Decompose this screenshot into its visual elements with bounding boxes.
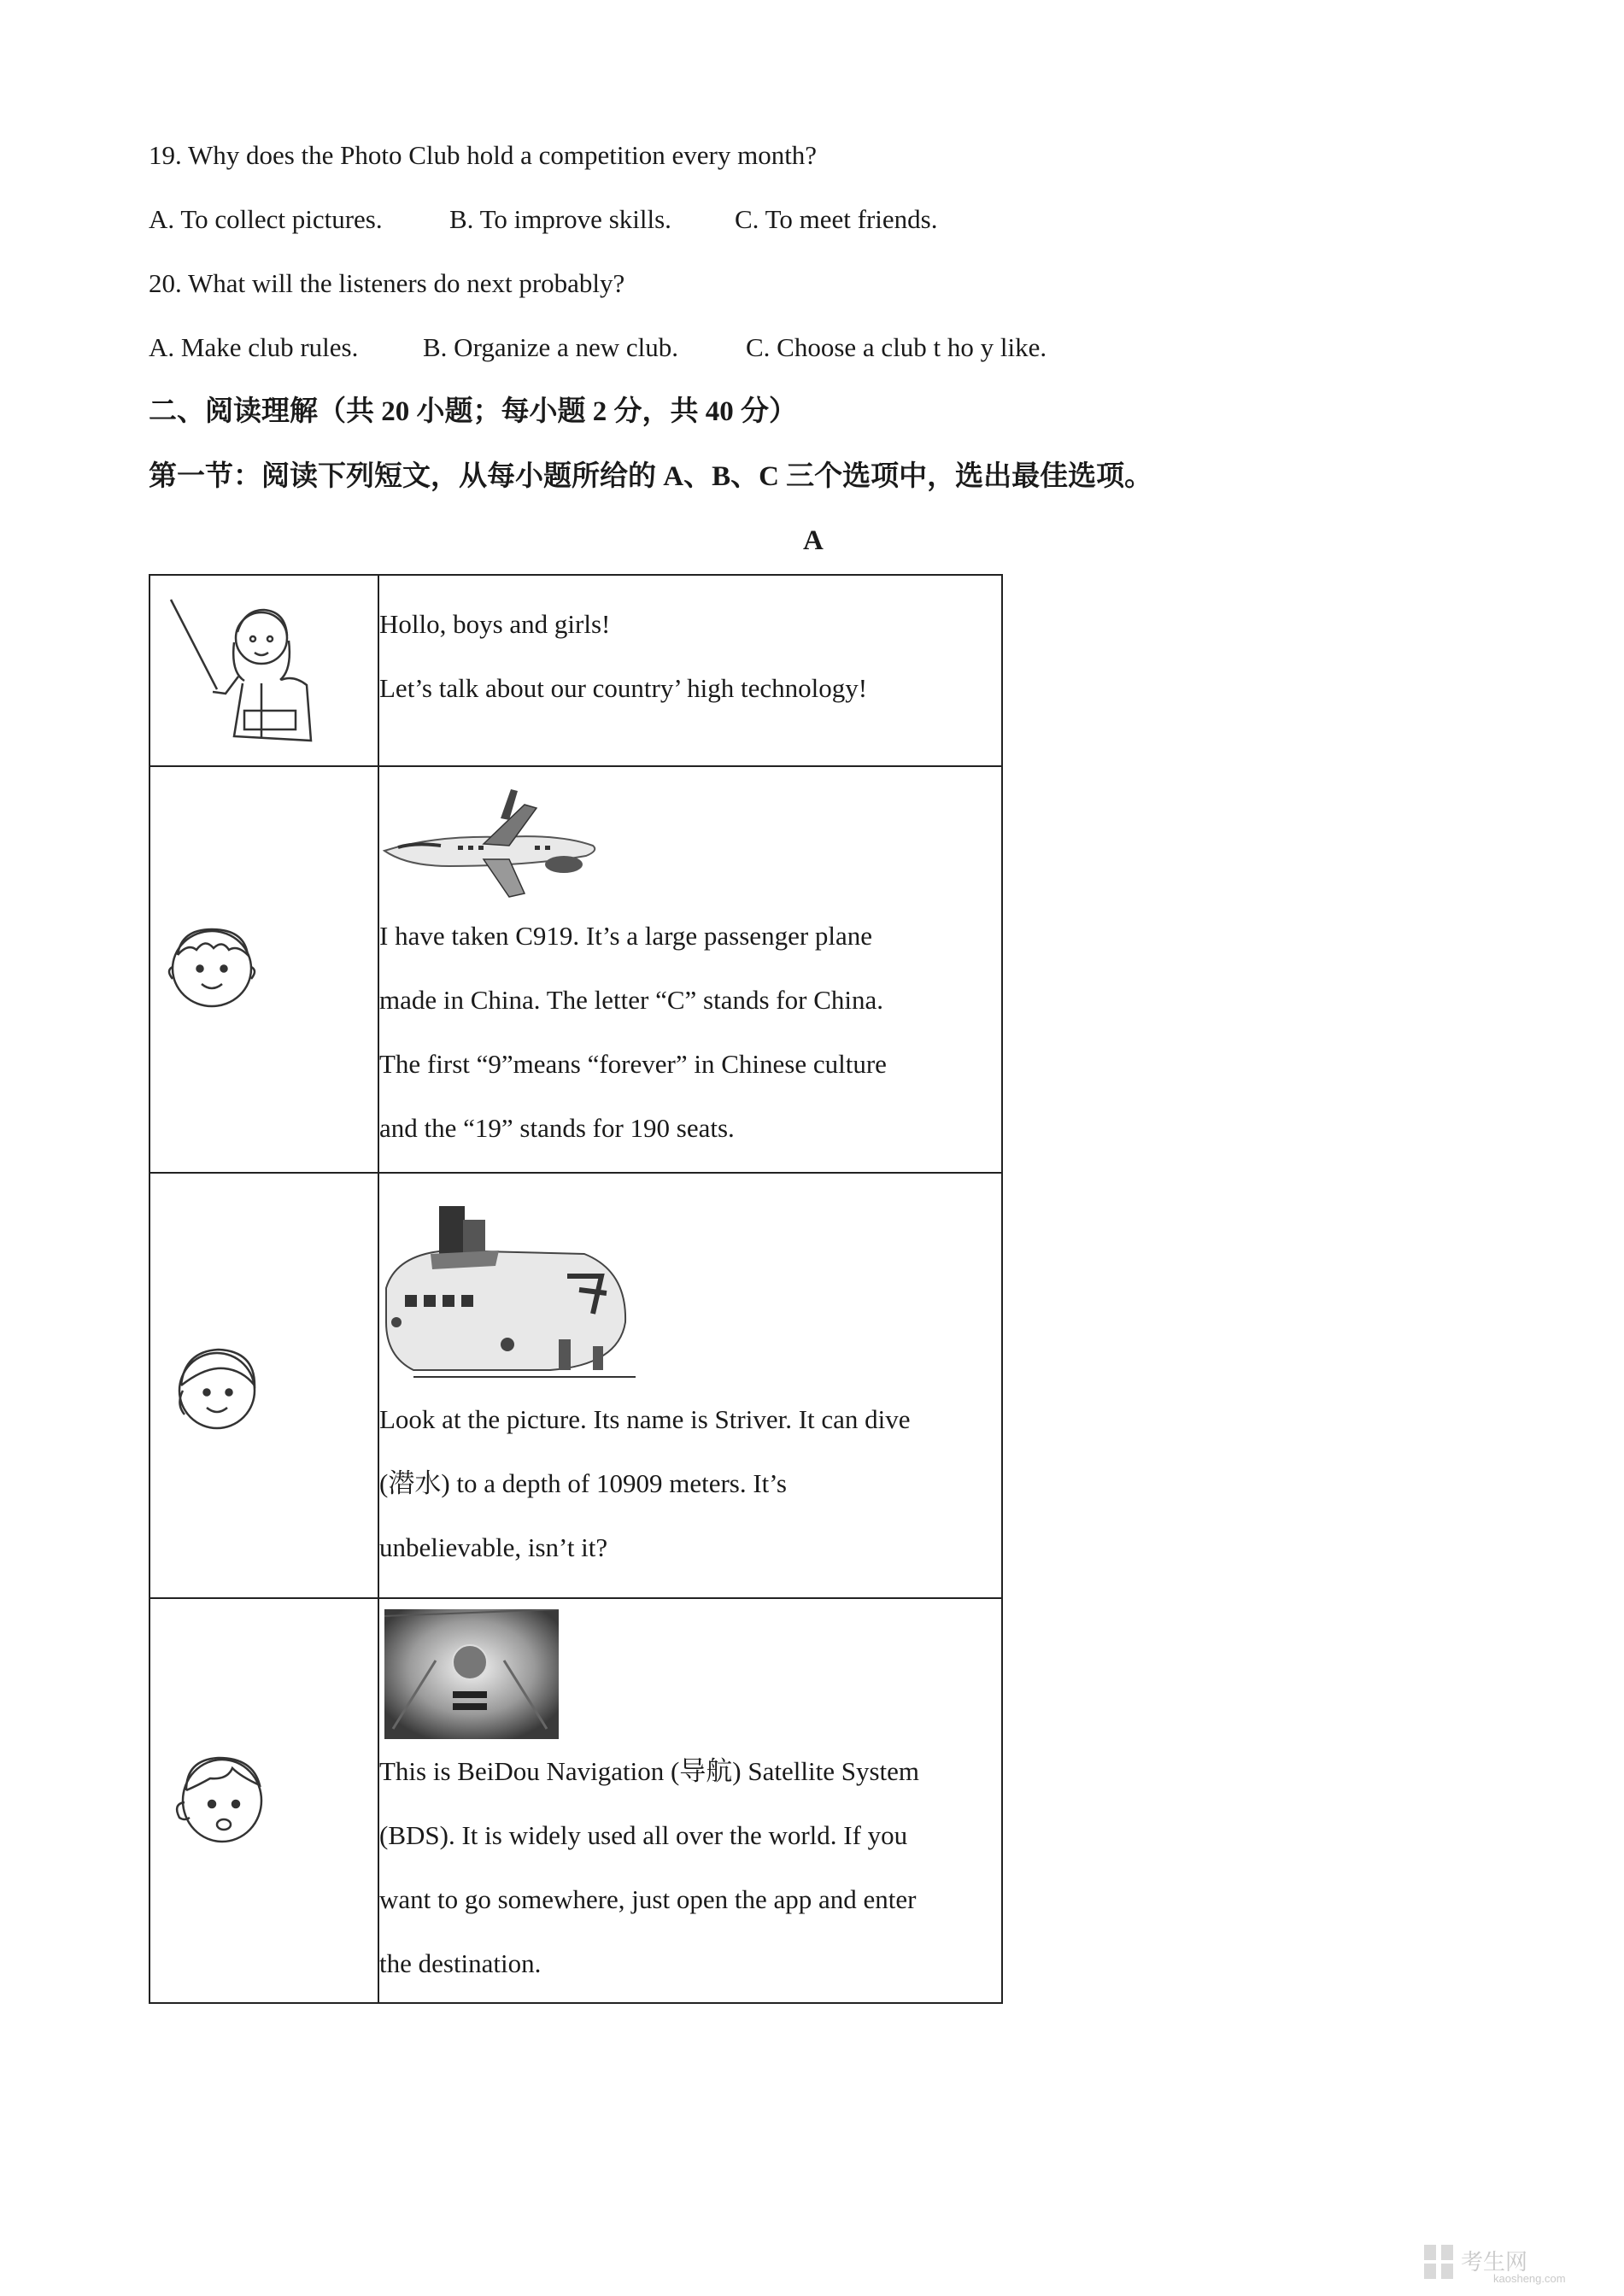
student1-speech bbox=[378, 766, 1002, 1173]
boy-face-icon bbox=[164, 1742, 275, 1854]
student2-cell bbox=[150, 1173, 378, 1598]
teacher-speech bbox=[378, 575, 1002, 766]
student3-speech bbox=[378, 1598, 1002, 2003]
passage-letter: A bbox=[803, 525, 824, 556]
student3-line: (BDS). It is widely used all over the world. If you bbox=[379, 1820, 908, 1850]
dialog-row-beidou bbox=[150, 1598, 1002, 2003]
student1-line: and the “19” stands for 190 seats. bbox=[379, 1113, 735, 1143]
q20-options bbox=[149, 331, 1047, 365]
student1-cell bbox=[150, 766, 378, 1173]
dialog-row-c919 bbox=[150, 766, 1002, 1173]
student2-speech bbox=[378, 1173, 1002, 1598]
dialog-row-striver bbox=[150, 1173, 1002, 1598]
student2-line: unbelievable, isn’t it? bbox=[379, 1532, 608, 1562]
watermark-logo-icon bbox=[1422, 2243, 1457, 2281]
student3-line: want to go somewhere, just open the app and enter bbox=[379, 1884, 917, 1914]
dialog-table bbox=[149, 574, 1003, 2004]
student3-cell bbox=[150, 1598, 378, 2003]
q19-option-c: C. To meet friends. bbox=[735, 204, 938, 234]
boy-face-icon bbox=[162, 919, 265, 1013]
teacher-icon bbox=[166, 591, 345, 753]
q20-option-b: B. Organize a new club. bbox=[423, 332, 678, 362]
q19-option-b: B. To improve skills. bbox=[449, 204, 671, 234]
q19-stem: 19. Why does the Photo Club hold a competition every month? bbox=[149, 140, 818, 170]
section-subheading: 第一节：阅读下列短文，从每小题所给的 A、B、C 三个选项中，选出最佳选项。 bbox=[149, 461, 1153, 492]
q20-option-c: C. Choose a club t ho y like. bbox=[746, 332, 1047, 362]
section-heading: 二、阅读理解（共 20 小题；每小题 2 分，共 40 分） bbox=[149, 396, 797, 427]
q19-options bbox=[149, 202, 937, 237]
c919-plane-image bbox=[381, 784, 605, 904]
student1-line: made in China. The letter “C” stands for China. bbox=[379, 985, 883, 1015]
watermark-brand: 考生网 bbox=[1461, 2249, 1528, 2275]
teacher-cell bbox=[150, 575, 378, 766]
q20-stem: 20. What will the listeners do next probably? bbox=[149, 268, 625, 298]
q19-option-a: A. To collect pictures. bbox=[149, 204, 383, 234]
student1-line: I have taken C919. It’s a large passenger plane bbox=[379, 921, 873, 951]
student3-line: This is BeiDou Navigation (导航) Satellite System bbox=[379, 1756, 919, 1786]
dialog-row-teacher bbox=[150, 575, 1002, 766]
striver-submersible-image bbox=[379, 1194, 636, 1387]
teacher-line: Let’s talk about our country’ high technology! bbox=[379, 673, 868, 703]
q20-option-a: A. Make club rules. bbox=[149, 332, 359, 362]
student3-line: the destination. bbox=[379, 1948, 542, 1978]
student2-line: (潜水) to a depth of 10909 meters. It’s bbox=[379, 1468, 787, 1498]
girl-face-icon bbox=[169, 1336, 272, 1438]
student1-line: The first “9”means “forever” in Chinese culture bbox=[379, 1049, 887, 1079]
student2-line: Look at the picture. Its name is Striver. It can dive bbox=[379, 1404, 911, 1434]
beidou-satellite-image bbox=[384, 1609, 559, 1739]
watermark-domain: kaosheng.com bbox=[1493, 2272, 1566, 2285]
teacher-line: Hollo, boys and girls! bbox=[379, 609, 611, 639]
